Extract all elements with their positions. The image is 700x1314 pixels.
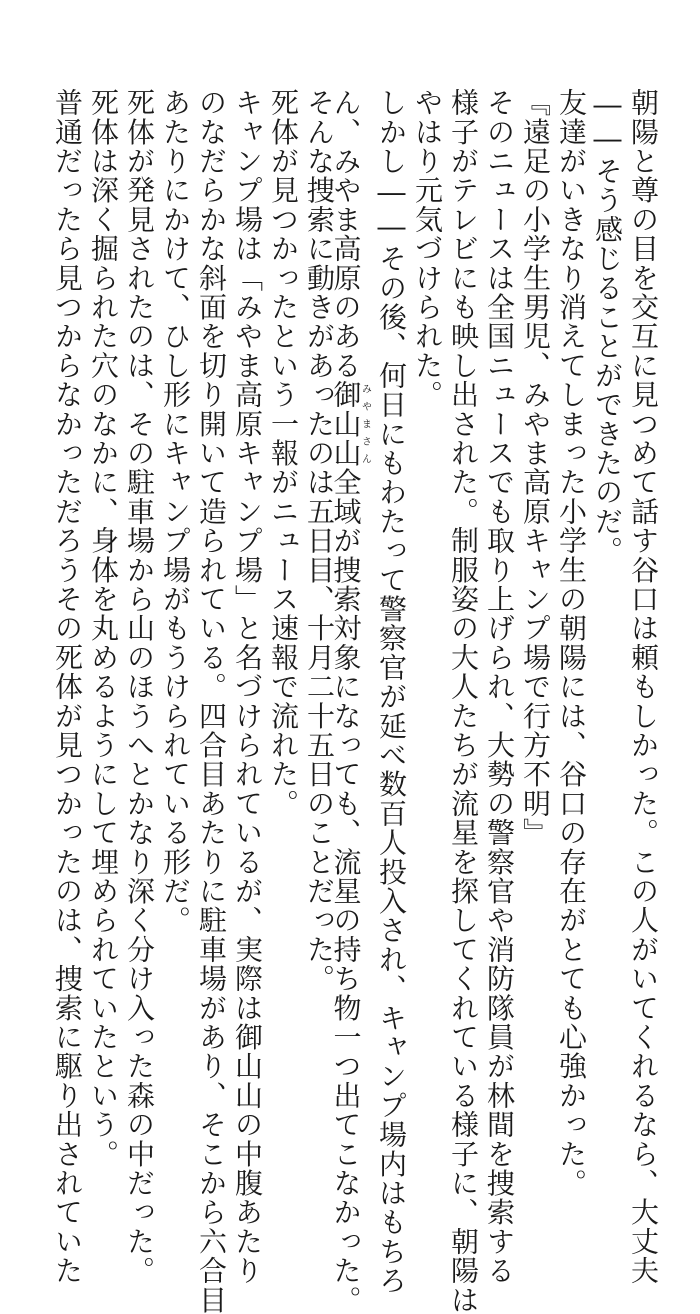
text-line: キャンプ場は「みやま高原キャンプ場」と名づけられているが、実際は御山山の中腹あたり <box>231 88 264 1286</box>
text-line-with-ruby <box>329 88 371 1314</box>
text-line: 『遠足の小学生男児、みやま高原キャンプ場で行方不明』 <box>519 88 552 848</box>
text-line: 様子がテレビにも映し出された。制服姿の大人たちが流星を探してくれている様子に、朝陽は <box>447 88 480 1314</box>
text-line: やはり元気づけられた。 <box>411 88 444 410</box>
text-line: 死体が見つかったという一報がニュース速報で流れた。 <box>267 88 300 818</box>
ruby-base: 御山山 <box>329 380 363 468</box>
text-line: そのニュースは全国ニュースでも取り上げられ、大勢の警察官や消防隊員が林間を捜索する <box>483 88 516 1286</box>
text-line: 死体が発見されたのは、その駐車場から山のほうへとかなり深く分け入った森の中だった。 <box>123 88 156 1286</box>
text-segment: 全域が捜索対象になっても、流星の持ち物一つ出てこなかった。 <box>329 467 363 1314</box>
text-line: ――そう感じることができたのだ。 <box>591 88 624 566</box>
text-segment: ん、みやま高原のある <box>329 88 363 380</box>
text-line: 普通だったら見つからなかっただろうその死体が見つかったのは、捜索に駆り出されていた <box>51 88 84 1286</box>
text-line: あたりにかけて、ひし形にキャンプ場がもうけられている形だ。 <box>159 88 192 935</box>
text-line: そんな捜索に動きがあったのは五日目、十月二十五日のことだった。 <box>303 88 336 994</box>
ruby-reading: みやまさん <box>359 380 371 468</box>
text-line: 朝陽と尊の目を交互に見つめて話す谷口は頼もしかった。この人がいてくれるなら、大丈夫 <box>627 88 660 1286</box>
text-line: しかし――その後、何日にもわたって警察官が延べ数百人投入され、キャンプ場内はもちろ <box>375 88 408 1296</box>
text-line: 死体は深く掘られた穴のなかに、身体を丸めるようにして埋められていたという。 <box>87 88 120 1169</box>
text-line: 友達がいきなり消えてしまった小学生の朝陽には、谷口の存在がとても心強かった。 <box>555 88 588 1198</box>
text-line: のなだらかな斜面を切り開いて造られている。四合目あたりに駐車場があり、そこから六合目 <box>195 88 228 1314</box>
